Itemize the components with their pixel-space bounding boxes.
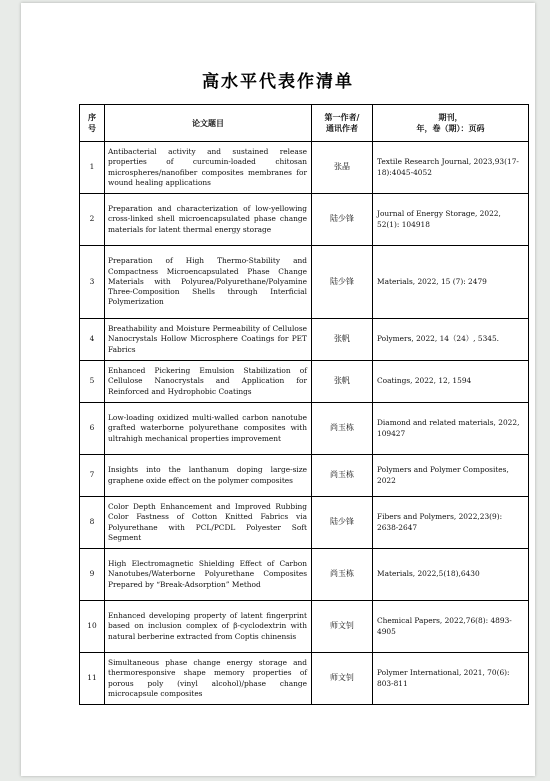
table-row — [80, 497, 529, 549]
row-no: 1 — [80, 142, 105, 194]
row-author: 张帆 — [312, 361, 373, 403]
table-header-row — [80, 105, 529, 142]
row-journal: Fibers and Polymers, 2022,23(9): 2638-2647 — [373, 497, 529, 549]
row-author: 张帆 — [312, 319, 373, 361]
table-row — [80, 246, 529, 319]
row-journal: Journal of Energy Storage, 2022, 52(1): 104918 — [373, 194, 529, 246]
row-no: 9 — [80, 549, 105, 601]
header-author-line1: 第一作者/ — [324, 112, 360, 122]
table-row — [80, 601, 529, 653]
table-row — [80, 361, 529, 403]
row-title: Color Depth Enhancement and Improved Rubbing Color Fastness of Cotton Knitted Fabrics via Polyurethane with PCL/PCDL Polyester Soft Segment — [105, 497, 312, 549]
row-journal: Textile Research Journal, 2023,93(17-18):4045-4052 — [373, 142, 529, 194]
document-page — [21, 3, 535, 776]
row-title: Preparation of High Thermo-Stability and Compactness Microencapsulated Phase Change Materials with Polyurea/Polyurethane/Polyamine Three-Composition Shells through Interficial Polymerization — [105, 246, 312, 319]
row-author: 师文钊 — [312, 601, 373, 653]
row-journal: Chemical Papers, 2022,76(8): 4893-4905 — [373, 601, 529, 653]
document-title: 高水平代表作清单 — [202, 72, 354, 92]
row-title: Insights into the lanthanum doping large-size graphene oxide effect on the polymer composites — [105, 455, 312, 497]
row-title: High Electromagnetic Shielding Effect of Carbon Nanotubes/Waterborne Polyurethane Composites Prepared by “Break-Adsorption” Method — [105, 549, 312, 601]
row-author: 陆少锋 — [312, 194, 373, 246]
row-title: Enhanced developing property of latent fingerprint based on inclusion complex of β-cyclodextrin with natural berberine extracted from Coptis chinensis — [105, 601, 312, 653]
row-no: 7 — [80, 455, 105, 497]
header-no — [80, 105, 105, 142]
row-author: 陆少锋 — [312, 497, 373, 549]
header-journal-line2: 年，卷（期）：页码 — [416, 123, 485, 133]
row-title: Low-loading oxidized multi-walled carbon nanotube grafted waterborne polyurethane composites with ultrahigh mechanical properties improvement — [105, 403, 312, 455]
header-author-line2: 通讯作者 — [326, 123, 358, 133]
row-journal: Polymer International, 2021, 70(6): 803-811 — [373, 653, 529, 705]
header-author — [312, 105, 373, 142]
row-author: 陆少锋 — [312, 246, 373, 319]
row-title: Antibacterial activity and sustained release properties of curcumin-loaded chitosan microspheres/nanofiber composites membranes for wound healing applications — [105, 142, 312, 194]
row-no: 4 — [80, 319, 105, 361]
row-author: 尚玉栋 — [312, 403, 373, 455]
row-no: 10 — [80, 601, 105, 653]
row-no: 11 — [80, 653, 105, 705]
header-journal-line1: 期刊， — [438, 112, 463, 122]
header-title: 论文题目 — [105, 105, 312, 142]
row-title: Preparation and characterization of low-yellowing cross-linked shell microencapsulated phase change materials for latent thermal energy storage — [105, 194, 312, 246]
header-no-line1: 序 — [88, 112, 96, 122]
row-title: Enhanced Pickering Emulsion Stabilization of Cellulose Nanocrystals and Application for Reinforced and Hydrophobic Coatings — [105, 361, 312, 403]
header-no-line2: 号 — [88, 123, 96, 133]
table-row — [80, 455, 529, 497]
row-author: 张晶 — [312, 142, 373, 194]
row-journal: Polymers and Polymer Composites, 2022 — [373, 455, 529, 497]
table-row — [80, 142, 529, 194]
row-no: 6 — [80, 403, 105, 455]
table-row — [80, 549, 529, 601]
table-row — [80, 194, 529, 246]
row-author: 尚玉栋 — [312, 549, 373, 601]
row-title: Breathability and Moisture Permeability of Cellulose Nanocrystals Hollow Microsphere Coatings for PET Fabrics — [105, 319, 312, 361]
header-journal — [373, 105, 529, 142]
row-journal: Materials, 2022, 15 (7): 2479 — [373, 246, 529, 319]
table-row — [80, 653, 529, 705]
table-row — [80, 403, 529, 455]
row-journal: Diamond and related materials, 2022, 109427 — [373, 403, 529, 455]
row-no: 5 — [80, 361, 105, 403]
row-author: 尚玉栋 — [312, 455, 373, 497]
paper-list-table — [79, 104, 529, 705]
row-no: 2 — [80, 194, 105, 246]
row-journal: Materials, 2022,5(18),6430 — [373, 549, 529, 601]
row-title: Simultaneous phase change energy storage and thermoresponsive shape memory properties of porous poly (vinyl alcohol)/phase change microcapsule composites — [105, 653, 312, 705]
row-no: 3 — [80, 246, 105, 319]
row-journal: Coatings, 2022, 12, 1594 — [373, 361, 529, 403]
row-no: 8 — [80, 497, 105, 549]
table-row — [80, 319, 529, 361]
row-author: 师文钊 — [312, 653, 373, 705]
row-journal: Polymers, 2022, 14（24）, 5345. — [373, 319, 529, 361]
